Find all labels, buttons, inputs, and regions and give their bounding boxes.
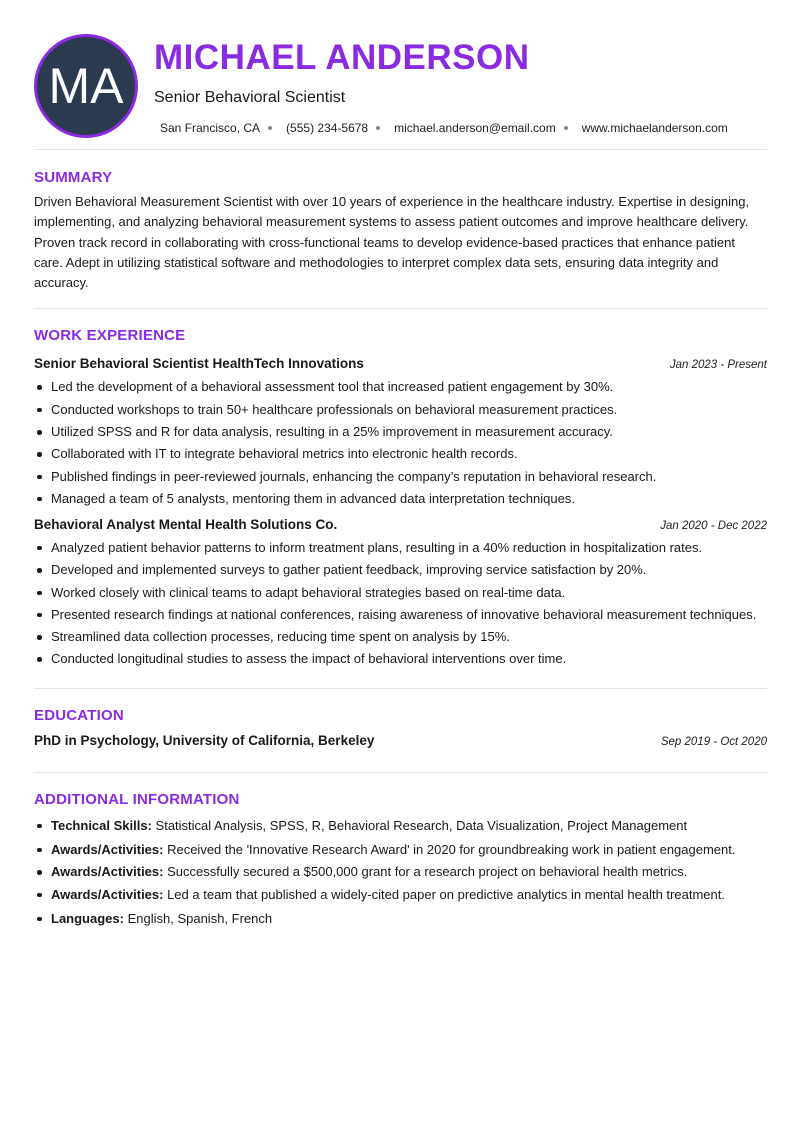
contact-location: San Francisco, CA [160, 121, 261, 135]
contact-email[interactable]: michael.anderson@email.com [394, 121, 556, 135]
education-section [34, 689, 767, 773]
list-item: Utilized SPSS and R for data analysis, resulting in a 25% improvement in measurement accuracy. [34, 422, 767, 442]
list-item: Conducted workshops to train 50+ healthcare professionals on behavioral measurement practices. [34, 400, 767, 420]
section-heading: WORK EXPERIENCE [34, 327, 186, 345]
list-item [34, 840, 767, 860]
list-item: Led the development of a behavioral assessment tool that increased patient engagement by 30%. [34, 377, 767, 397]
resume-page [34, 0, 767, 931]
job-entry [34, 517, 767, 669]
work-experience-section [34, 309, 767, 688]
item-text: Successfully secured a $500,000 grant for a research project on behavioral health metrics. [163, 864, 688, 880]
list-item: Worked closely with clinical teams to adapt behavioral strategies based on real-time data. [34, 583, 767, 603]
list-item [34, 909, 767, 929]
job-entry [34, 356, 767, 508]
item-text: Received the 'Innovative Research Award' in 2020 for groundbreaking work in patient engagement. [163, 841, 736, 857]
list-item: Managed a team of 5 analysts, mentoring them in advanced data interpretation techniques. [34, 489, 767, 509]
separator-dot-icon [564, 126, 568, 130]
list-item [34, 885, 767, 905]
summary-section [34, 150, 767, 309]
section-heading: EDUCATION [34, 706, 124, 724]
additional-list [34, 816, 767, 929]
contact-phone[interactable]: (555) 234-5678 [286, 121, 369, 135]
job-bullets [34, 377, 767, 508]
list-item: Collaborated with IT to integrate behavioral metrics into electronic health records. [34, 444, 767, 464]
avatar-initials: MA [48, 58, 124, 114]
avatar [34, 34, 138, 138]
education-degree: PhD in Psychology, University of California, Berkeley [34, 732, 375, 748]
resume-header [34, 0, 767, 150]
item-text: English, Spanish, French [123, 910, 273, 926]
job-date: Jan 2020 - Dec 2022 [660, 519, 767, 532]
separator-dot-icon [376, 126, 380, 130]
job-title: Senior Behavioral Scientist HealthTech Innovations [34, 356, 364, 372]
section-heading: ADDITIONAL INFORMATION [34, 790, 240, 808]
summary-text: Driven Behavioral Measurement Scientist with over 10 years of experience in the healthcare industry. Expertise in designing, implementing, and analyzing behavioral measurement systems to assess patient outcomes and improve healthcare delivery. Proven track record in collaborating with cross-functional teams to develop evidence-based practices that enhance patient care. Adept in utilizing statistical software and methodologies to interpret complex data sets, ensuring data integrity and accuracy. [34, 194, 750, 291]
list-item [34, 816, 767, 836]
additional-information-section [34, 773, 767, 929]
list-item: Published findings in peer-reviewed journals, enhancing the company’s reputation in behavioral research. [34, 467, 767, 487]
item-label: Technical Skills: [51, 817, 152, 833]
job-bullets [34, 538, 767, 669]
list-item: Presented research findings at national conferences, raising awareness of innovative behavioral measurement techniques. [34, 605, 767, 625]
job-title: Behavioral Analyst Mental Health Solutions Co. [34, 516, 338, 532]
list-item: Analyzed patient behavior patterns to inform treatment plans, resulting in a 40% reduction in hospitalization rates. [34, 538, 767, 558]
list-item: Conducted longitudinal studies to assess the impact of behavioral interventions over time. [34, 649, 767, 669]
contact-bar [160, 121, 728, 135]
item-text: Led a team that published a widely-cited paper on predictive analytics in mental health treatment. [163, 886, 725, 902]
list-item: Streamlined data collection processes, reducing time spent on analysis by 15%. [34, 627, 767, 647]
separator-dot-icon [268, 126, 272, 130]
list-item: Developed and implemented surveys to gather patient feedback, improving service satisfaction by 20%. [34, 560, 767, 580]
job-date: Jan 2023 - Present [669, 359, 767, 372]
item-label: Awards/Activities: [51, 841, 164, 857]
item-label: Awards/Activities: [51, 886, 164, 902]
contact-website[interactable]: www.michaelanderson.com [581, 121, 728, 135]
item-label: Languages: [51, 910, 124, 926]
candidate-title: Senior Behavioral Scientist [154, 89, 346, 106]
section-heading: SUMMARY [34, 169, 113, 186]
item-text: Statistical Analysis, SPSS, R, Behavioral Research, Data Visualization, Project Management [151, 817, 688, 833]
item-label: Awards/Activities: [51, 864, 164, 880]
candidate-name: MICHAEL ANDERSON [154, 38, 530, 77]
list-item [34, 862, 767, 882]
education-date: Sep 2019 - Oct 2020 [660, 735, 767, 748]
